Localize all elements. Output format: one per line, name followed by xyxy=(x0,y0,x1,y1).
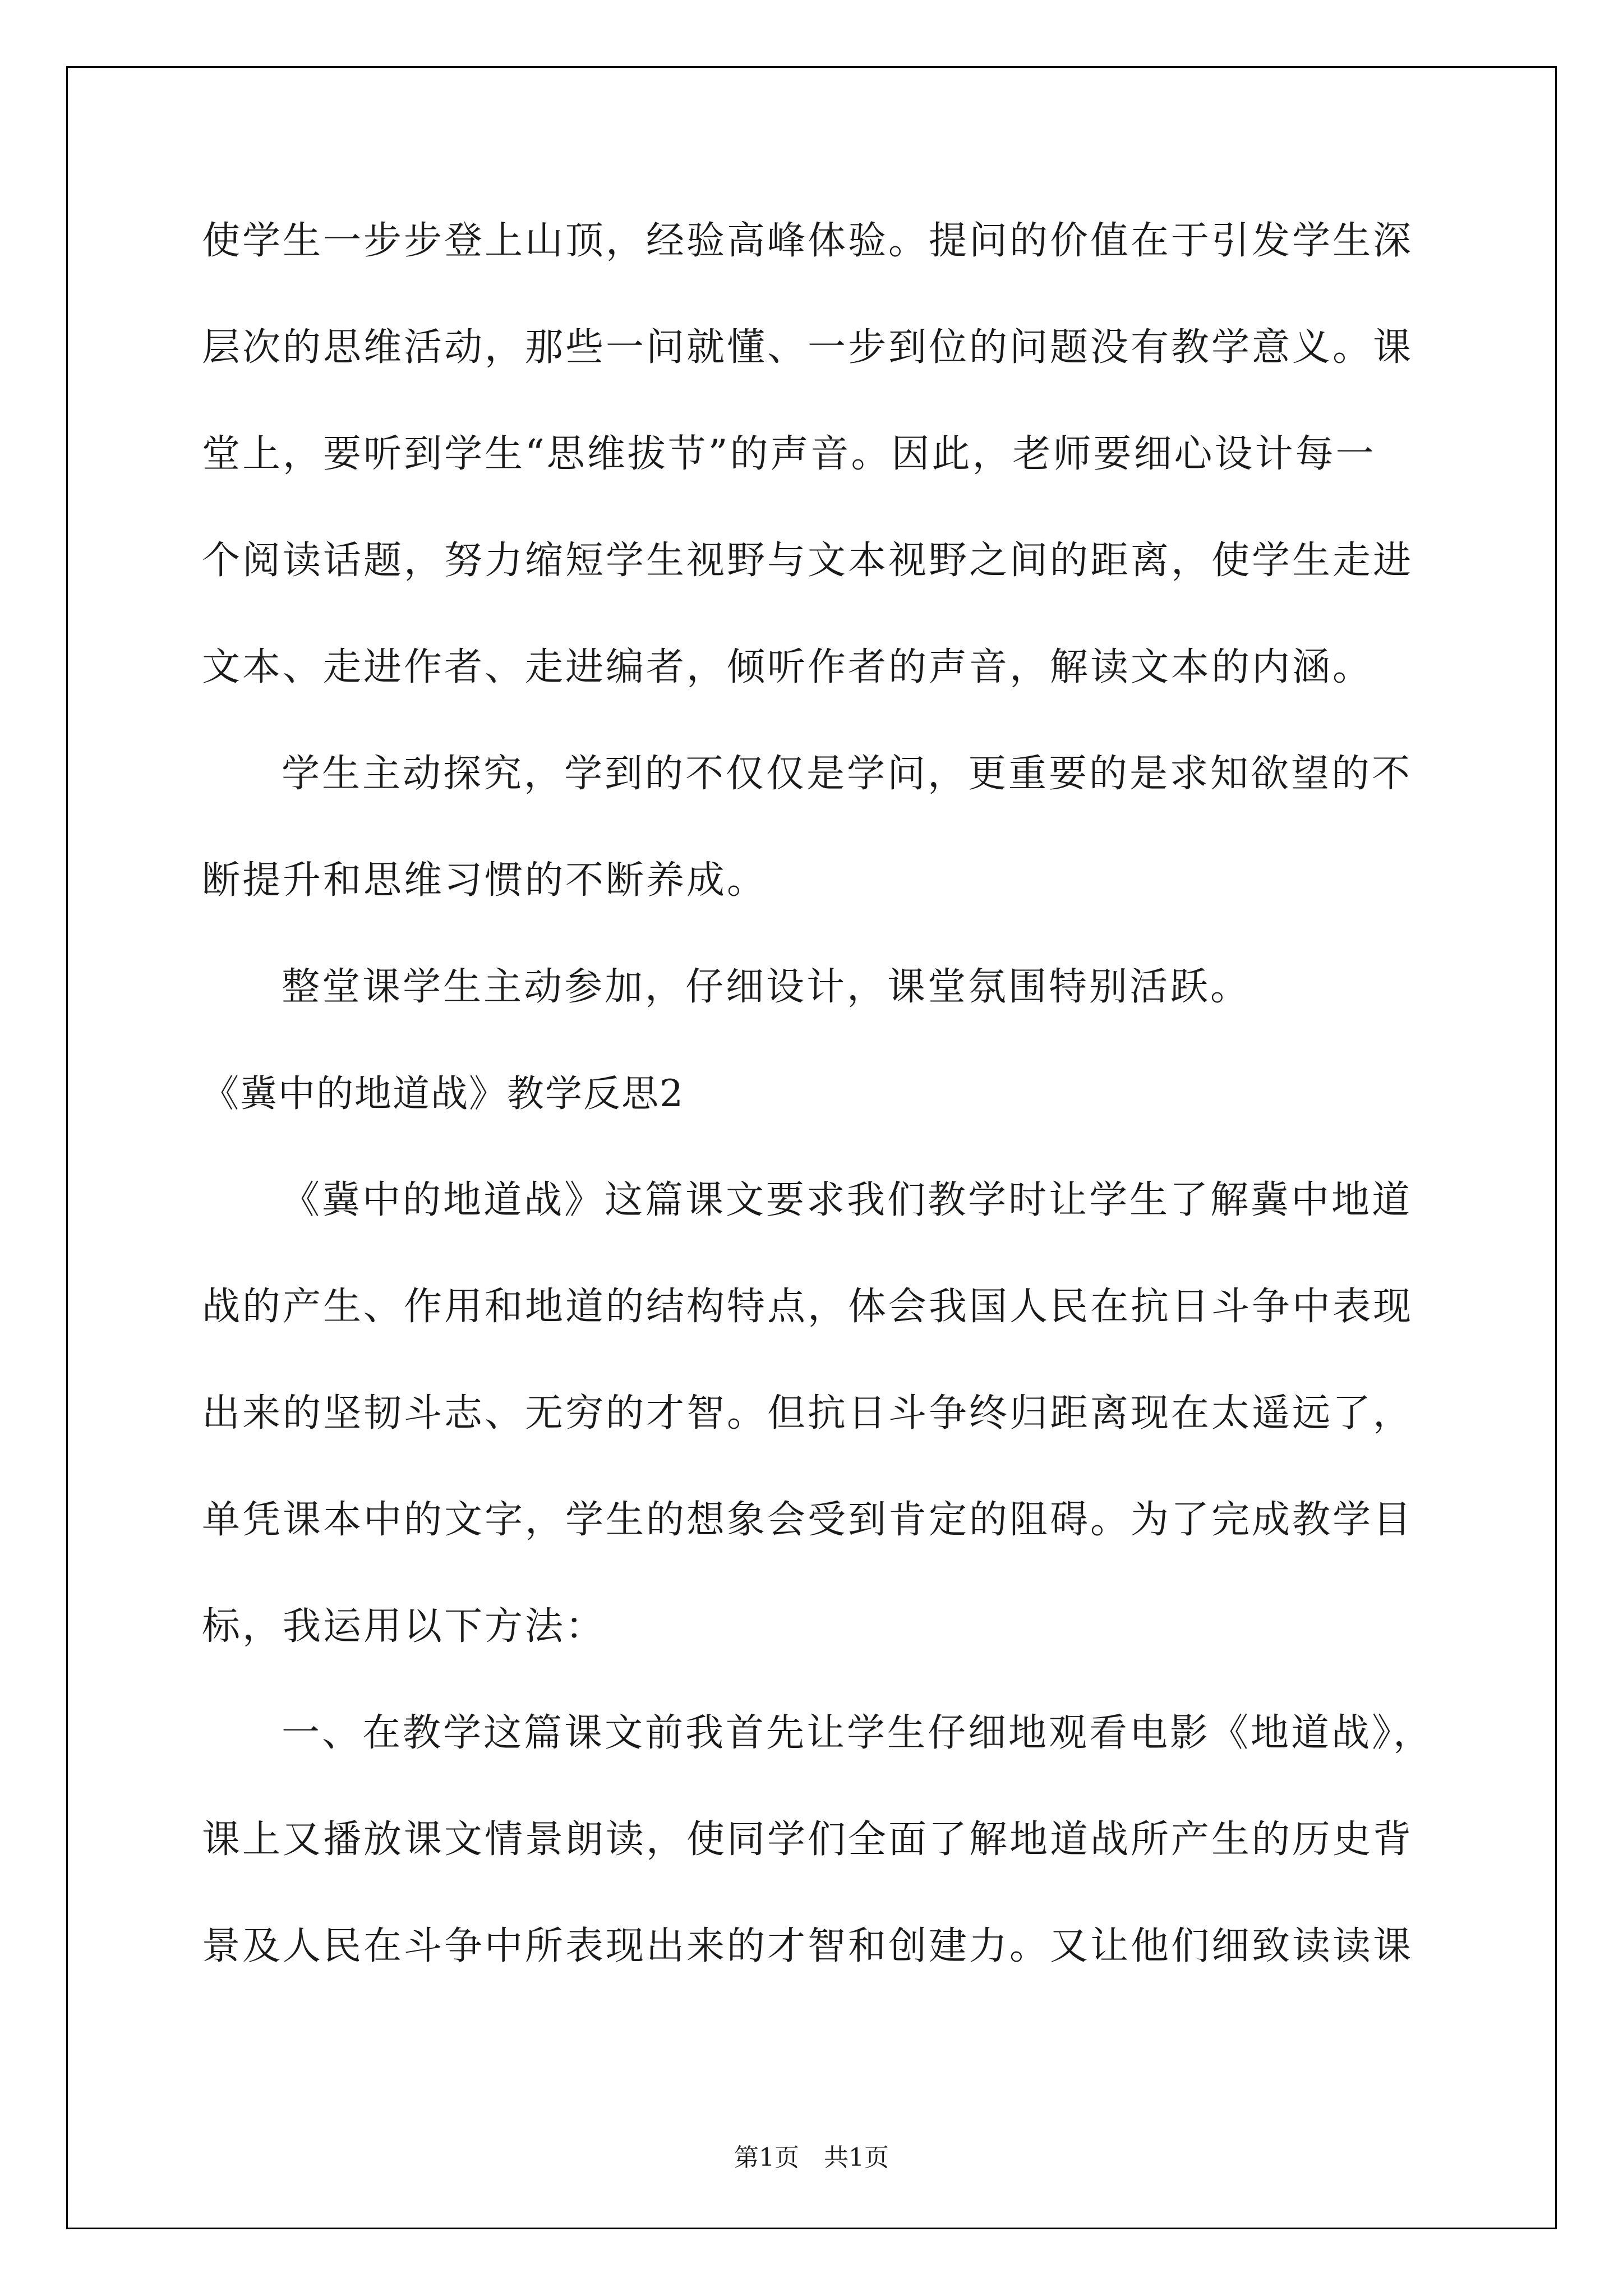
body-line: 个阅读话题，努力缩短学生视野与文本视野之间的距离，使学生走进 xyxy=(202,539,1414,583)
section-heading: 《冀中的地道战》教学反思2 xyxy=(202,1072,684,1115)
paragraph-first-line: 《冀中的地道战》这篇课文要求我们教学时让学生了解冀中地道 xyxy=(282,1178,1413,1222)
paragraph-first-line: 整堂课学生主动参加，仔细设计，课堂氛围特别活跃。 xyxy=(282,965,1251,1009)
body-line: 堂上，要听到学生“思维拔节”的声音。因此，老师要细心设计每一 xyxy=(202,432,1376,476)
body-line: 出来的坚韧斗志、无穷的才智。但抗日斗争终归距离现在太遥远了， xyxy=(202,1391,1414,1435)
page-number-footer: 第1页 共1页 xyxy=(734,2143,889,2172)
body-line: 断提升和思维习惯的不断养成。 xyxy=(202,858,768,903)
document-body xyxy=(202,213,1436,2025)
paragraph-first-line: 一、在教学这篇课文前我首先让学生仔细地观看电影《地道战》， xyxy=(282,1711,1434,1755)
body-line: 标，我运用以下方法： xyxy=(202,1604,606,1649)
paragraph-first-line: 学生主动探究，学到的不仅仅是学问，更重要的是求知欲望的不 xyxy=(282,752,1413,796)
body-line: 景及人民在斗争中所表现出来的才智和创建力。又让他们细致读读课 xyxy=(202,1924,1414,1968)
body-line: 使学生一步步登上山顶，经验高峰体验。提问的价值在于引发学生深 xyxy=(202,219,1414,263)
body-line: 战的产生、作用和地道的结构特点，体会我国人民在抗日斗争中表现 xyxy=(202,1285,1414,1329)
body-line: 单凭课本中的文字，学生的想象会受到肯定的阻碍。为了完成教学目 xyxy=(202,1498,1414,1542)
body-line: 课上又播放课文情景朗读，使同学们全面了解地道战所产生的历史背 xyxy=(202,1818,1414,1862)
body-line: 层次的思维活动，那些一问就懂、一步到位的问题没有教学意义。课 xyxy=(202,325,1414,370)
body-line: 文本、走进作者、走进编者，倾听作者的声音，解读文本的内涵。 xyxy=(202,645,1373,689)
